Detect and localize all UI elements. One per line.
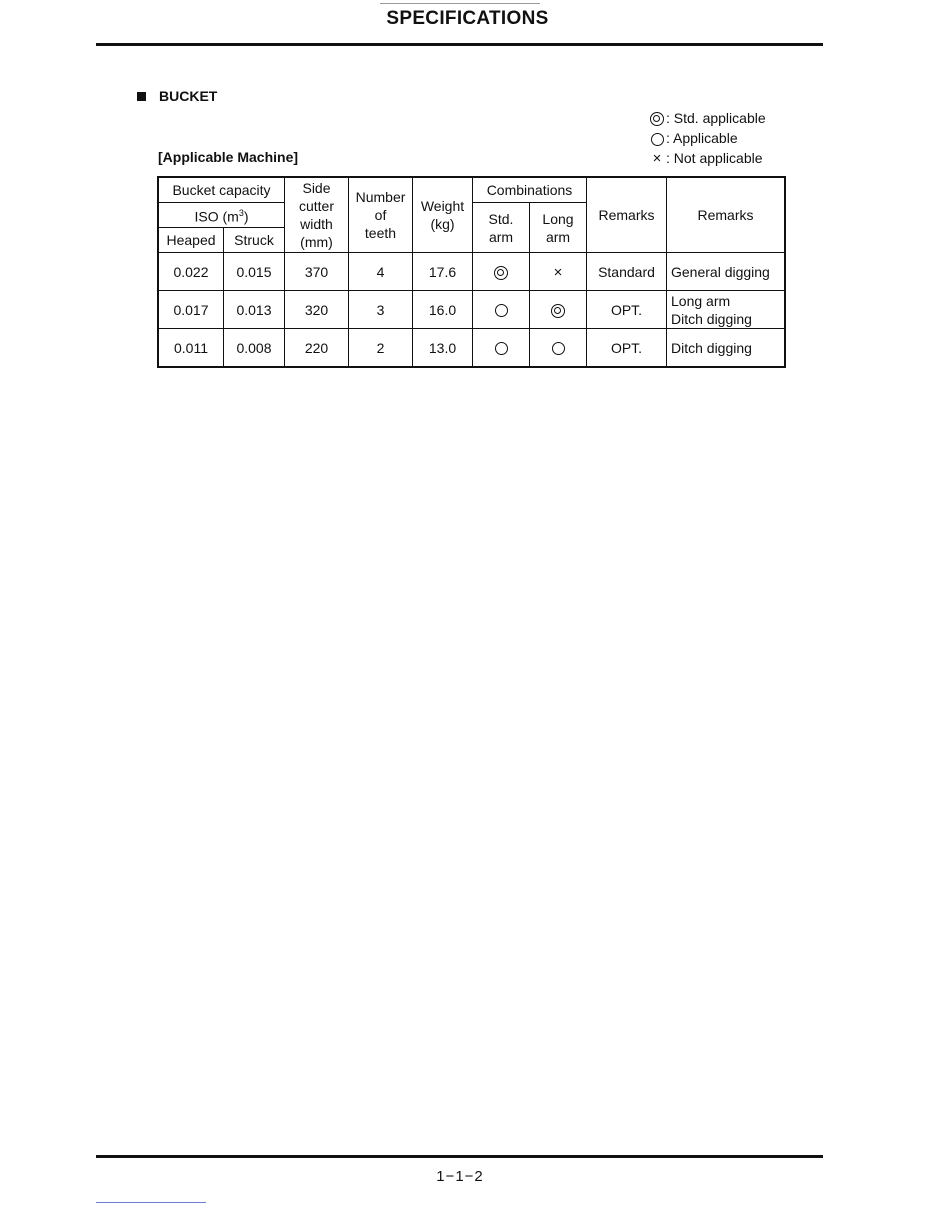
page-number: 1−1−2 [436,1168,484,1185]
header-long-arm [530,203,587,253]
footer-link-underline [96,1202,206,1203]
remark-text: Long arm [671,292,731,309]
cell-teeth: 2 [349,329,413,368]
circle-icon [648,128,666,148]
page-title: SPECIFICATIONS [386,8,549,29]
cell-width: 370 [285,253,349,291]
header-text: ) [243,208,249,225]
table-header-row [158,177,785,203]
legend-item [648,148,766,168]
cell-weight: 16.0 [413,291,473,329]
header-text: teeth [364,225,397,241]
double-circle-icon [551,304,565,318]
cell-struck: 0.008 [224,329,285,368]
header-side-cutter-width [285,177,349,253]
remark-text: General digging [671,263,770,280]
cell-struck: 0.015 [224,253,285,291]
header-text: (mm) [300,234,333,250]
symbol-legend [648,108,766,168]
cell-remarks-1: Standard [587,253,667,291]
cell-remarks-1: OPT. [587,329,667,368]
table-row [158,291,785,329]
cell-weight: 17.6 [413,253,473,291]
header-remarks-2: Remarks [667,177,786,253]
cell-heaped: 0.022 [158,253,224,291]
cell-long-arm [530,329,587,368]
cell-width: 220 [285,329,349,368]
legend-label: : Not applicable [666,150,763,166]
header-iso [158,203,285,228]
section-heading [137,88,217,104]
cell-weight: 13.0 [413,329,473,368]
header-struck: Struck [224,228,285,253]
header-weight [413,177,473,253]
header-text: arm [488,228,514,245]
remark-text: Ditch digging [671,339,752,356]
cell-remarks-2 [667,253,786,291]
cell-remarks-2 [667,329,786,368]
header-heaped: Heaped [158,228,224,253]
circle-icon [495,304,508,317]
cell-teeth: 3 [349,291,413,329]
legend-label: : Applicable [666,130,738,146]
cell-remarks-1: OPT. [587,291,667,329]
header-text: of [374,207,387,223]
cell-heaped: 0.011 [158,329,224,368]
section-heading-text: BUCKET [159,88,218,104]
cross-icon: × [652,150,662,168]
legend-item [648,108,766,128]
cell-heaped: 0.017 [158,291,224,329]
square-bullet-icon [137,92,146,101]
top-hairline [380,3,540,4]
cell-long-arm [530,291,587,329]
footer-rule [96,1155,823,1158]
cell-long-arm [530,253,587,291]
cell-std-arm [473,291,530,329]
cell-std-arm [473,253,530,291]
table-row [158,253,785,291]
header-text: Long [542,210,574,227]
header-std-arm [473,203,530,253]
header-remarks-1: Remarks [587,177,667,253]
cell-width: 320 [285,291,349,329]
circle-icon [495,342,508,355]
header-text: Number [355,189,406,205]
cell-struck: 0.013 [224,291,285,329]
header-text: (kg) [430,216,455,232]
header-text: arm [545,228,571,245]
table-row [158,329,785,368]
header-text: cutter [298,198,334,214]
header-rule [96,43,823,46]
legend-item [648,128,766,148]
double-circle-icon [494,266,508,280]
header-superscript: 3 [238,208,244,219]
applicable-machine-heading: [Applicable Machine] [158,149,299,165]
header-text: Std. [488,210,514,227]
bucket-spec-table [157,176,786,368]
header-text: Side [302,180,331,196]
remark-text: Ditch digging [671,310,752,327]
cell-remarks-2 [667,291,786,329]
cell-std-arm [473,329,530,368]
circle-icon [552,342,565,355]
header-text: ISO (m [194,208,239,225]
cross-icon: × [553,263,563,281]
header-combinations: Combinations [473,177,587,203]
double-circle-icon [648,108,666,128]
header-text: Weight [420,198,465,214]
cell-teeth: 4 [349,253,413,291]
header-text: width [300,216,333,232]
header-number-of-teeth [349,177,413,253]
legend-label: : Std. applicable [666,110,766,126]
header-bucket-capacity: Bucket capacity [158,177,285,203]
